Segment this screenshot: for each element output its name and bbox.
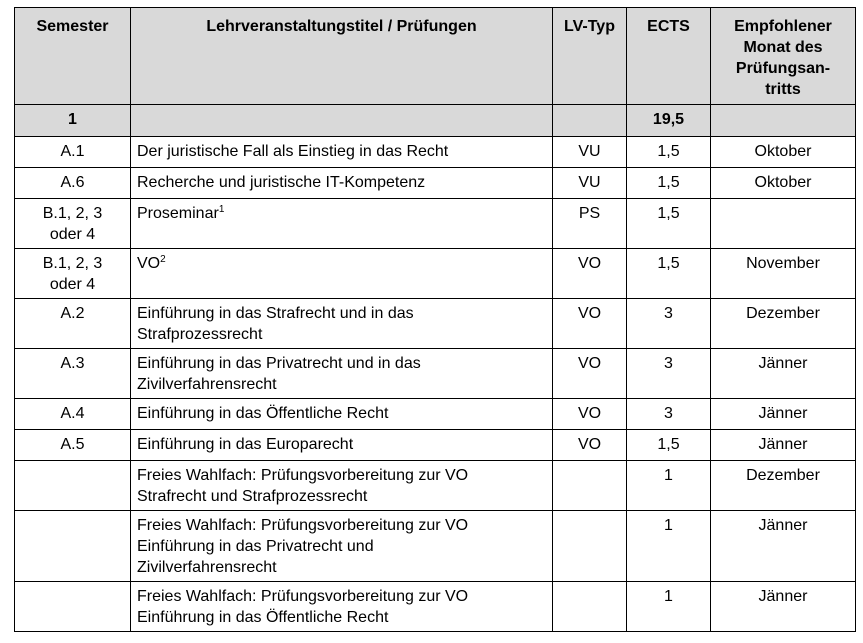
course-type: VU bbox=[553, 137, 627, 168]
course-month: Jänner bbox=[711, 511, 856, 582]
course-title-text: Freies Wahlfach: Prüfungsvorbereitung zur VO bbox=[137, 517, 469, 534]
semester-month-cell bbox=[711, 105, 856, 137]
course-title-line2: Einführung in das Privatrecht und bbox=[137, 538, 374, 555]
course-code-line1: A.5 bbox=[60, 436, 85, 453]
course-ects: 1,5 bbox=[627, 199, 711, 249]
course-title bbox=[131, 399, 553, 430]
course-ects: 3 bbox=[627, 299, 711, 349]
course-code bbox=[15, 199, 131, 249]
course-code-line1: A.2 bbox=[60, 305, 85, 322]
course-title-text: Einführung in das Öffentliche Recht bbox=[137, 405, 389, 422]
course-title bbox=[131, 511, 553, 582]
course-month: Oktober bbox=[711, 168, 856, 199]
course-title-line1 bbox=[137, 303, 546, 324]
course-code bbox=[15, 399, 131, 430]
header-lv-type: LV-Typ bbox=[553, 8, 627, 105]
course-ects: 3 bbox=[627, 349, 711, 399]
course-title-line1 bbox=[137, 465, 546, 486]
header-month-line4: tritts bbox=[765, 81, 801, 98]
table-row bbox=[15, 199, 856, 249]
course-code-line1: A.6 bbox=[60, 174, 85, 191]
course-type: VO bbox=[553, 299, 627, 349]
course-title-line1 bbox=[137, 353, 546, 374]
table-row bbox=[15, 582, 856, 632]
course-title-text: Einführung in das Strafrecht und in das bbox=[137, 305, 414, 322]
course-title-line2: Strafrecht und Strafprozessrecht bbox=[137, 488, 368, 505]
course-title bbox=[131, 299, 553, 349]
course-ects: 1,5 bbox=[627, 168, 711, 199]
table-row bbox=[15, 168, 856, 199]
footnote-marker: 1 bbox=[218, 204, 225, 215]
course-code bbox=[15, 249, 131, 299]
header-month-line1: Empfohlener bbox=[734, 18, 832, 35]
course-month bbox=[711, 199, 856, 249]
course-code bbox=[15, 137, 131, 168]
course-title-text: VO bbox=[137, 255, 161, 272]
course-title bbox=[131, 168, 553, 199]
header-month bbox=[711, 8, 856, 105]
course-code-line1: B.1, 2, 3 bbox=[42, 205, 103, 222]
course-month: Jänner bbox=[711, 349, 856, 399]
course-type: VO bbox=[553, 349, 627, 399]
course-type: VU bbox=[553, 168, 627, 199]
table-row bbox=[15, 299, 856, 349]
course-rows bbox=[15, 137, 856, 632]
course-ects: 1 bbox=[627, 461, 711, 511]
table-row bbox=[15, 461, 856, 511]
course-ects: 1,5 bbox=[627, 137, 711, 168]
course-title-line1 bbox=[137, 203, 546, 224]
semester-number: 1 bbox=[15, 105, 131, 137]
semester-title-cell bbox=[131, 105, 553, 137]
course-type: VO bbox=[553, 430, 627, 461]
header-title: Lehrveranstaltungstitel / Prüfungen bbox=[131, 8, 553, 105]
course-code-line2: oder 4 bbox=[49, 276, 96, 293]
course-type: VO bbox=[553, 249, 627, 299]
course-title bbox=[131, 349, 553, 399]
course-month: Dezember bbox=[711, 299, 856, 349]
table-row bbox=[15, 349, 856, 399]
course-title-text: Recherche und juristische IT-Kompetenz bbox=[137, 174, 426, 191]
course-ects: 1 bbox=[627, 582, 711, 632]
footnote-marker: 2 bbox=[160, 254, 166, 265]
course-title bbox=[131, 582, 553, 632]
course-title-text: Freies Wahlfach: Prüfungsvorbereitung zur VO bbox=[137, 467, 469, 484]
course-ects: 1,5 bbox=[627, 249, 711, 299]
course-title-line1 bbox=[137, 141, 546, 162]
course-title bbox=[131, 137, 553, 168]
course-code-line1: A.4 bbox=[60, 405, 85, 422]
course-code bbox=[15, 168, 131, 199]
course-month: November bbox=[711, 249, 856, 299]
course-month: Dezember bbox=[711, 461, 856, 511]
course-code bbox=[15, 349, 131, 399]
course-type: PS bbox=[553, 199, 627, 249]
course-code bbox=[15, 511, 131, 582]
course-title-text: Proseminar bbox=[137, 205, 219, 222]
course-title-line1 bbox=[137, 434, 546, 455]
course-month: Oktober bbox=[711, 137, 856, 168]
course-title-text: Einführung in das Privatrecht und in das bbox=[137, 355, 421, 372]
table-row bbox=[15, 399, 856, 430]
course-title-line1 bbox=[137, 172, 546, 193]
course-ects: 1 bbox=[627, 511, 711, 582]
course-title-line2: Einführung in das Öffentliche Recht bbox=[137, 609, 389, 626]
semester-type-cell bbox=[553, 105, 627, 137]
course-title-line2: Strafprozessrecht bbox=[137, 326, 263, 343]
course-type bbox=[553, 582, 627, 632]
table-row bbox=[15, 430, 856, 461]
course-code-line1: B.1, 2, 3 bbox=[42, 255, 103, 272]
course-code bbox=[15, 461, 131, 511]
course-title-text: Einführung in das Europarecht bbox=[137, 436, 354, 453]
course-code bbox=[15, 299, 131, 349]
course-title-line3: Zivilverfahrensrecht bbox=[137, 559, 277, 576]
course-code bbox=[15, 582, 131, 632]
course-title bbox=[131, 430, 553, 461]
table-row bbox=[15, 249, 856, 299]
course-title-line1 bbox=[137, 515, 546, 536]
course-month: Jänner bbox=[711, 430, 856, 461]
table-row bbox=[15, 511, 856, 582]
course-title bbox=[131, 249, 553, 299]
course-title-line2: Zivilverfahrensrecht bbox=[137, 376, 277, 393]
course-type bbox=[553, 511, 627, 582]
course-code-line2: oder 4 bbox=[49, 226, 96, 243]
course-title-line1 bbox=[137, 253, 546, 274]
course-ects: 1,5 bbox=[627, 430, 711, 461]
header-month-line3: Prüfungsan- bbox=[735, 60, 831, 77]
course-code-line1: A.3 bbox=[60, 355, 85, 372]
course-title-text: Freies Wahlfach: Prüfungsvorbereitung zur VO bbox=[137, 588, 469, 605]
course-month: Jänner bbox=[711, 399, 856, 430]
course-type bbox=[553, 461, 627, 511]
course-title bbox=[131, 199, 553, 249]
table-row bbox=[15, 137, 856, 168]
curriculum-table bbox=[14, 7, 856, 632]
course-code-line1: A.1 bbox=[60, 143, 85, 160]
semester-row bbox=[15, 105, 856, 137]
header-ects: ECTS bbox=[627, 8, 711, 105]
course-title bbox=[131, 461, 553, 511]
semester-ects-total: 19,5 bbox=[627, 105, 711, 137]
header-month-line2: Monat des bbox=[743, 39, 823, 56]
course-ects: 3 bbox=[627, 399, 711, 430]
course-code bbox=[15, 430, 131, 461]
header-semester: Semester bbox=[15, 8, 131, 105]
course-type: VO bbox=[553, 399, 627, 430]
course-title-line1 bbox=[137, 403, 546, 424]
header-row bbox=[15, 8, 856, 105]
course-month: Jänner bbox=[711, 582, 856, 632]
course-title-line1 bbox=[137, 586, 546, 607]
course-title-text: Der juristische Fall als Einstieg in das Recht bbox=[137, 143, 449, 160]
